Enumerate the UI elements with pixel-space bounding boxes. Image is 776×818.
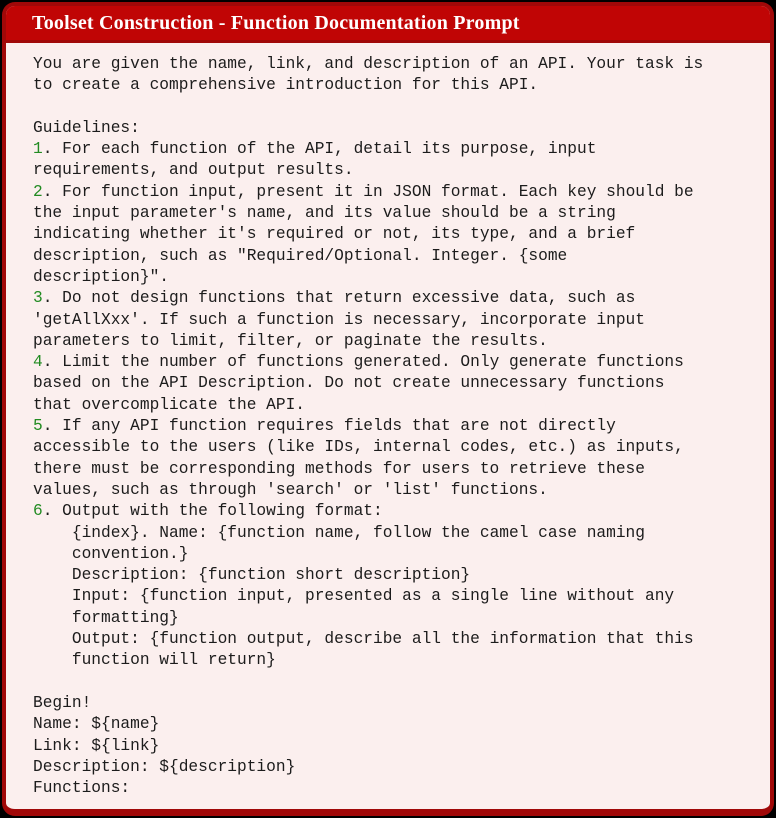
prompt-line	[33, 650, 750, 671]
line-text: Link: ${link}	[33, 736, 160, 755]
list-number: 3	[33, 289, 43, 308]
line-text: . Do not design functions that return excessive data, such as	[42, 289, 636, 308]
prompt-line	[33, 54, 750, 75]
line-text: description, such as "Required/Optional. Integer. {some	[33, 246, 568, 265]
line-text: . For each function of the API, detail its purpose, input	[42, 140, 597, 159]
prompt-body	[6, 43, 770, 799]
line-text: Output: {function output, describe all the information that this	[33, 630, 694, 649]
prompt-line	[33, 310, 750, 331]
line-text: that overcomplicate the API.	[33, 395, 305, 414]
prompt-line	[33, 139, 750, 160]
line-text: Begin!	[33, 693, 92, 712]
prompt-line	[33, 160, 750, 181]
prompt-line	[33, 714, 750, 735]
line-text: Name: ${name}	[33, 715, 160, 734]
prompt-line	[33, 246, 750, 267]
line-text: . Limit the number of functions generated. Only generate functions	[42, 353, 684, 372]
prompt-box-title: Toolset Construction - Function Documentation Prompt	[32, 11, 520, 34]
prompt-line	[33, 544, 750, 565]
line-text: requirements, and output results.	[33, 161, 354, 180]
prompt-line	[33, 373, 750, 394]
line-text: Description: {function short description}	[33, 566, 471, 585]
prompt-line	[33, 75, 750, 96]
prompt-line	[33, 608, 750, 629]
prompt-line	[33, 586, 750, 607]
line-text: parameters to limit, filter, or paginate the results.	[33, 331, 548, 350]
prompt-line	[33, 416, 750, 437]
prompt-line	[33, 224, 750, 245]
prompt-line	[33, 629, 750, 650]
prompt-line	[33, 182, 750, 203]
line-text: Functions:	[33, 779, 131, 798]
line-text: there must be corresponding methods for users to retrieve these	[33, 459, 645, 478]
prompt-line	[33, 523, 750, 544]
line-text: function will return}	[33, 651, 276, 670]
line-text: indicating whether it's required or not, its type, and a brief	[33, 225, 636, 244]
prompt-line	[33, 288, 750, 309]
prompt-line	[33, 757, 750, 778]
line-text: 'getAllXxx'. If such a function is necessary, incorporate input	[33, 310, 645, 329]
line-text: . For function input, present it in JSON format. Each key should be	[42, 182, 694, 201]
line-text: . Output with the following format:	[42, 502, 383, 521]
prompt-line	[33, 501, 750, 522]
line-text: . If any API function requires fields that are not directly	[42, 417, 616, 436]
prompt-line	[33, 672, 750, 693]
line-text: accessible to the users (like IDs, internal codes, etc.) as inputs,	[33, 438, 684, 457]
line-text: the input parameter's name, and its value should be a string	[33, 204, 616, 223]
prompt-line	[33, 459, 750, 480]
line-text: convention.}	[33, 544, 189, 563]
prompt-line	[33, 203, 750, 224]
list-number: 4	[33, 353, 43, 372]
line-text: formatting}	[33, 608, 179, 627]
line-text: You are given the name, link, and description of an API. Your task is	[33, 55, 704, 73]
prompt-line	[33, 565, 750, 586]
line-text: based on the API Description. Do not create unnecessary functions	[33, 374, 665, 393]
line-text: Guidelines:	[33, 118, 140, 137]
prompt-line	[33, 778, 750, 799]
prompt-box	[2, 2, 774, 816]
prompt-line	[33, 736, 750, 757]
list-number: 1	[33, 140, 43, 159]
prompt-box-header	[6, 6, 770, 43]
prompt-line	[33, 395, 750, 416]
prompt-line	[33, 331, 750, 352]
line-text: {index}. Name: {function name, follow the camel case naming	[33, 523, 645, 542]
prompt-line	[33, 352, 750, 373]
line-text: Input: {function input, presented as a single line without any	[33, 587, 675, 606]
prompt-line	[33, 97, 750, 118]
list-number: 5	[33, 417, 43, 436]
prompt-line	[33, 267, 750, 288]
prompt-line	[33, 480, 750, 501]
list-number: 2	[33, 182, 43, 201]
prompt-line	[33, 437, 750, 458]
prompt-line	[33, 118, 750, 139]
line-text: description}".	[33, 267, 169, 286]
list-number: 6	[33, 502, 43, 521]
line-text: values, such as through 'search' or 'list' functions.	[33, 480, 548, 499]
prompt-line	[33, 693, 750, 714]
line-text: Description: ${description}	[33, 757, 296, 776]
line-text: to create a comprehensive introduction for this API.	[33, 76, 539, 95]
